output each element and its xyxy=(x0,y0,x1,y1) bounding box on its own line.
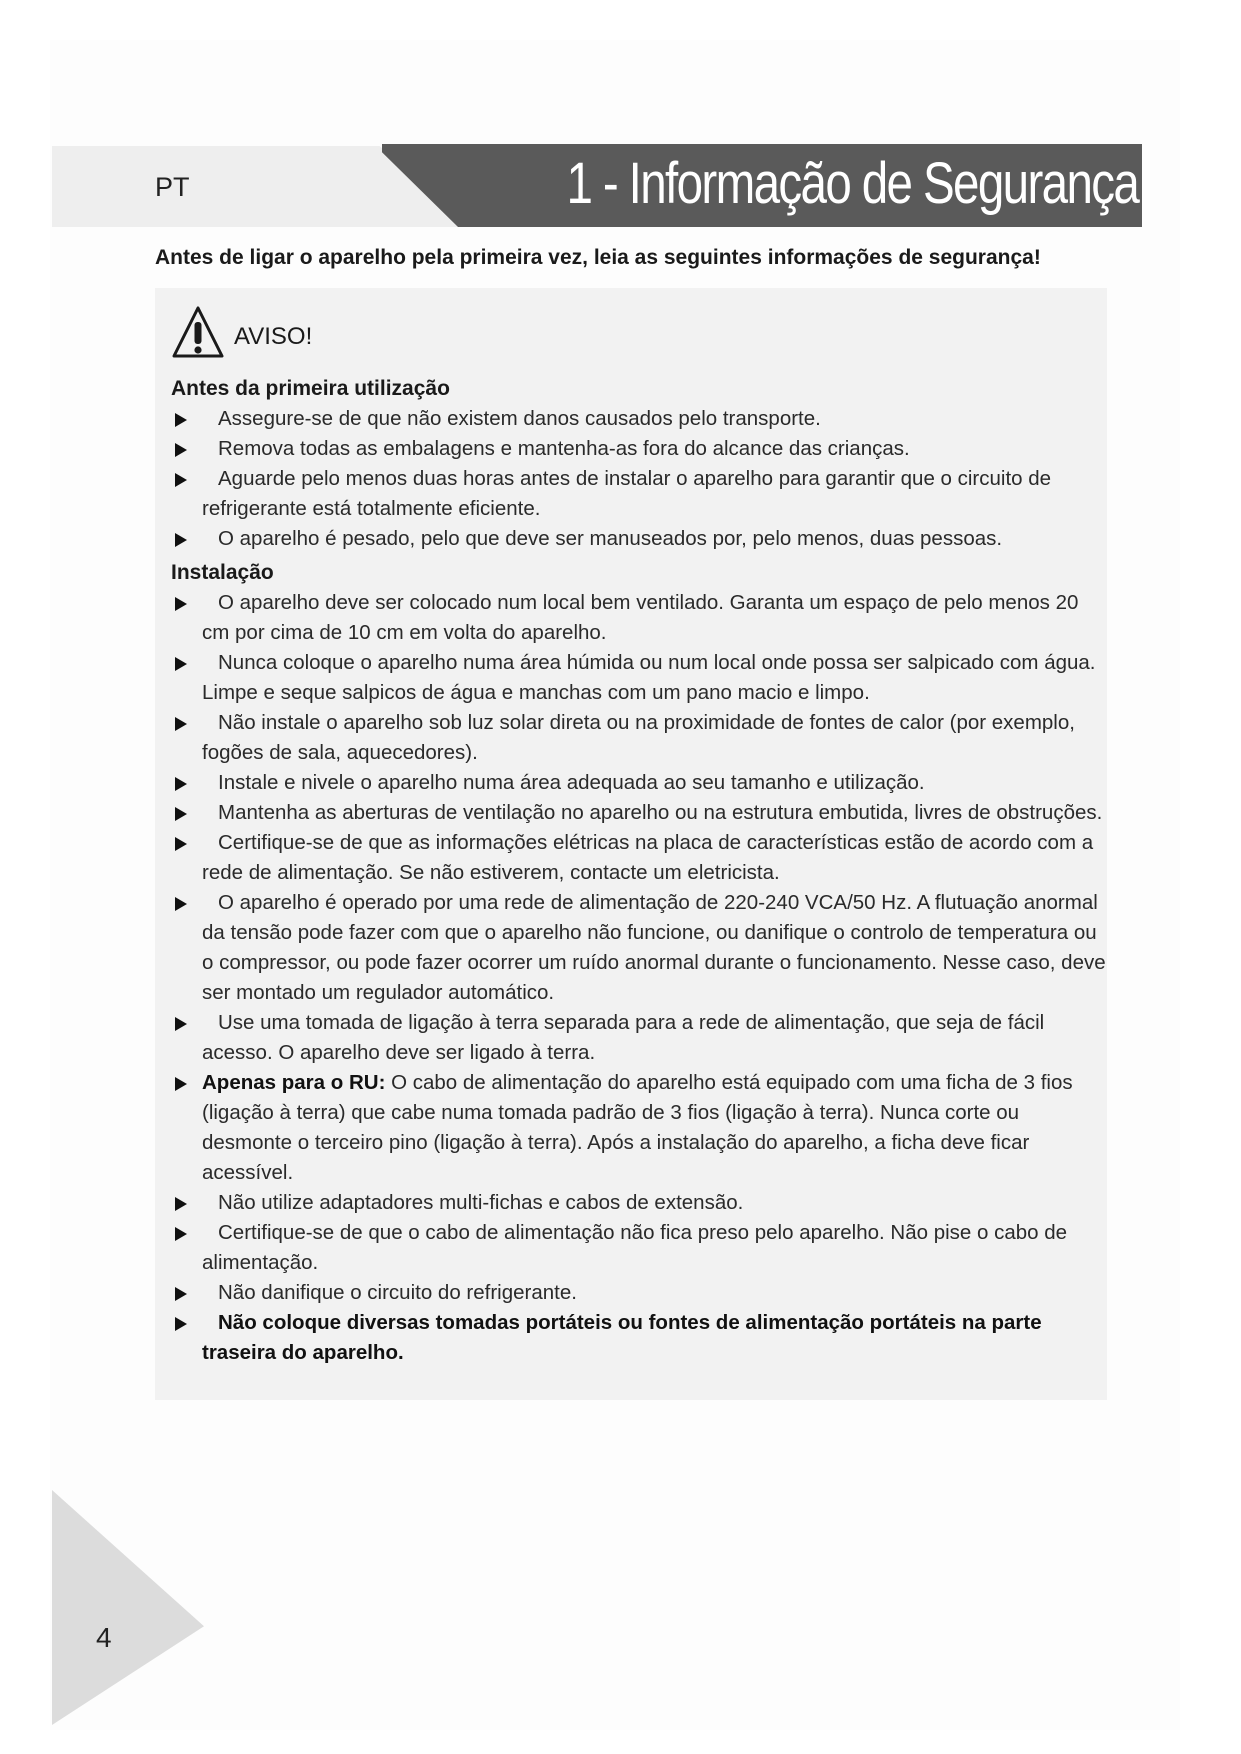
list-item: Remova todas as embalagens e mantenha-as fora do alcance das crianças. xyxy=(171,434,1111,464)
list-item: Não utilize adaptadores multi-fichas e cabos de extensão. xyxy=(171,1188,1111,1218)
bullet-arrow-icon xyxy=(175,473,187,487)
bullet-arrow-icon xyxy=(175,1287,187,1301)
list-item: Certifique-se de que o cabo de alimentação não fica preso pelo aparelho. Não pise o cabo de alimentação. xyxy=(171,1218,1111,1278)
bullet-arrow-icon xyxy=(175,837,187,851)
list-item: Aguarde pelo menos duas horas antes de instalar o aparelho para garantir que o circuito de refrigerante está totalmente eficiente. xyxy=(171,464,1111,524)
list-item: Nunca coloque o aparelho numa área húmida ou num local onde possa ser salpicado com água. Limpe e seque salpicos de água e manchas com um pano macio e limpo. xyxy=(171,648,1111,708)
bullet-arrow-icon xyxy=(175,1017,187,1031)
intro-text: Antes de ligar o aparelho pela primeira vez, leia as seguintes informações de segurança! xyxy=(155,246,1041,269)
page-title: 1 - Informação de Segurança xyxy=(566,151,1138,216)
warning-triangle-icon xyxy=(170,302,226,362)
page-number: 4 xyxy=(96,1622,112,1653)
list-item: O aparelho é operado por uma rede de alimentação de 220-240 VCA/50 Hz. A flutuação anormal da tensão pode fazer com que o aparelho não funcione, ou danifique o controlo de temperatura ou o compressor, ou pode fazer ocorrer um ruído anormal durante o funcionamento. Nesse caso, deve ser montado um regulador automático. xyxy=(171,888,1111,1008)
section-title: Instalação xyxy=(171,561,274,584)
warning-label: AVISO! xyxy=(234,323,313,350)
list-item: Certifique-se de que as informações elétricas na placa de características estão de acordo com a rede de alimentação. Se não estiverem, contacte um eletricista. xyxy=(171,828,1111,888)
list-item-uk-only xyxy=(171,1068,1111,1188)
section-title: Antes da primeira utilização xyxy=(171,377,450,400)
list-item: Instale e nivele o aparelho numa área adequada ao seu tamanho e utilização. xyxy=(171,768,1111,798)
bullet-arrow-icon xyxy=(175,1197,187,1211)
list-item: O aparelho é pesado, pelo que deve ser manuseados por, pelo menos, duas pessoas. xyxy=(171,524,1111,554)
list-item: Não danifique o circuito do refrigerante. xyxy=(171,1278,1111,1308)
list-item: Não instale o aparelho sob luz solar direta ou na proximidade de fontes de calor (por exemplo, fogões de sala, aquecedores). xyxy=(171,708,1111,768)
warning-heading xyxy=(170,300,312,364)
bullet-arrow-icon xyxy=(175,657,187,671)
bullet-arrow-icon xyxy=(175,717,187,731)
bullet-arrow-icon xyxy=(175,1317,187,1331)
list-item: Use uma tomada de ligação à terra separada para a rede de alimentação, que seja de fácil acesso. O aparelho deve ser ligado à terra. xyxy=(171,1008,1111,1068)
bullet-arrow-icon xyxy=(175,413,187,427)
list-item: O aparelho deve ser colocado num local bem ventilado. Garanta um espaço de pelo menos 20 cm por cima de 10 cm em volta do aparelho. xyxy=(171,588,1111,648)
bullet-arrow-icon xyxy=(175,597,187,611)
uk-only-text: O cabo de alimentação do aparelho está equipado com uma ficha de 3 fios (ligação à terra) que cabe numa tomada padrão de 3 fios (ligação à terra). Nunca corte ou desmonte o terceiro pino (ligação à terra). Após a instalação do aparelho, a ficha deve ficar acessível. xyxy=(202,1071,1073,1184)
bullet-arrow-icon xyxy=(175,1227,187,1241)
list-item-bold-warning: Não coloque diversas tomadas portáteis ou fontes de alimentação portáteis na parte traseira do aparelho. xyxy=(171,1308,1111,1368)
language-code: PT xyxy=(155,172,190,202)
uk-only-lead: Apenas para o RU: xyxy=(202,1071,386,1094)
bullet-arrow-icon xyxy=(175,533,187,547)
safety-content xyxy=(171,374,1111,1368)
bullet-arrow-icon xyxy=(175,897,187,911)
bullet-arrow-icon xyxy=(175,807,187,821)
bullet-arrow-icon xyxy=(175,443,187,457)
bullet-arrow-icon xyxy=(175,777,187,791)
list-item: Assegure-se de que não existem danos causados pelo transporte. xyxy=(171,404,1111,434)
list-item: Mantenha as aberturas de ventilação no aparelho ou na estrutura embutida, livres de obstruções. xyxy=(171,798,1111,828)
bullet-arrow-icon xyxy=(175,1077,187,1091)
